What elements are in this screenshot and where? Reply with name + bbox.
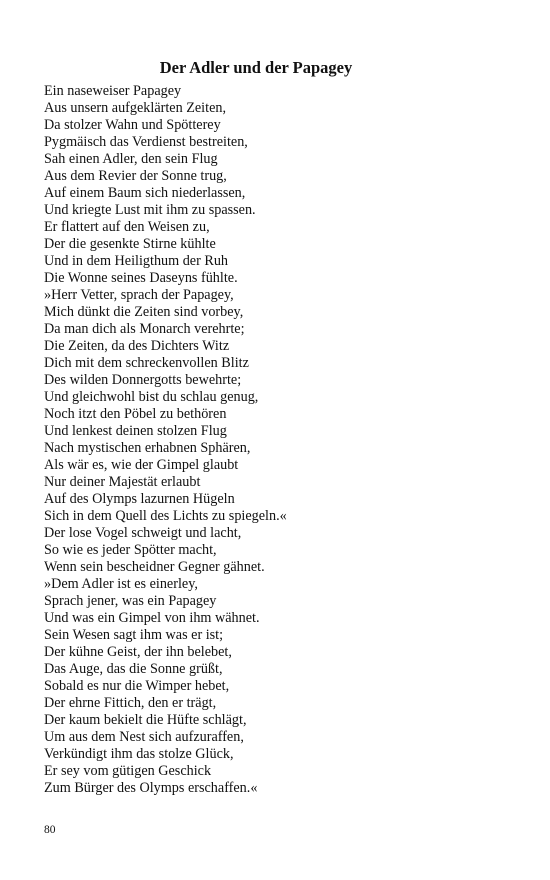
poem-line: Verkündigt ihm das stolze Glück, [44, 746, 234, 762]
poem-line: Sich in dem Quell des Lichts zu spiegeln.« [44, 508, 287, 524]
poem-line: Und was ein Gimpel von ihm wähnet. [44, 610, 260, 626]
poem-body [44, 83, 287, 797]
poem-title: Der Adler und der Papagey [159, 58, 353, 77]
poem-line: Der ehrne Fittich, den er trägt, [44, 695, 217, 711]
poem-line: Nach mystischen erhabnen Sphären, [44, 440, 251, 456]
poem-line: »Herr Vetter, sprach der Papagey, [44, 287, 234, 303]
poem-line: Der lose Vogel schweigt und lacht, [44, 525, 242, 541]
poem-line: Auf einem Baum sich niederlassen, [44, 185, 246, 201]
poem-line: Sobald es nur die Wimper hebet, [44, 678, 230, 694]
poem-line: Und kriegte Lust mit ihm zu spassen. [44, 202, 256, 218]
poem-line: Pygmäisch das Verdienst bestreiten, [44, 134, 248, 150]
page-number: 80 [44, 824, 56, 836]
poem-line: Wenn sein bescheidner Gegner gähnet. [44, 559, 265, 575]
poem-line: Sein Wesen sagt ihm was er ist; [44, 627, 224, 643]
poem-line: Und gleichwohl bist du schlau genug, [44, 389, 259, 405]
poem-line: Da man dich als Monarch verehrte; [44, 321, 245, 337]
poem-line: Noch itzt den Pöbel zu bethören [44, 406, 227, 422]
poem-line: Auf des Olymps lazurnen Hügeln [44, 491, 235, 507]
poem-line: Der kühne Geist, der ihn belebet, [44, 644, 232, 660]
poem-line: Und in dem Heiligthum der Ruh [44, 253, 229, 269]
poem-line: Die Wonne seines Daseyns fühlte. [44, 270, 238, 286]
poem-line: Ein naseweiser Papagey [44, 83, 182, 99]
poem-line: Da stolzer Wahn und Spötterey [44, 117, 221, 133]
poem-line: Des wilden Donnergotts bewehrte; [44, 372, 242, 388]
poem-line: Aus dem Revier der Sonne trug, [44, 168, 227, 184]
poem-line: Das Auge, das die Sonne grüßt, [44, 661, 223, 677]
poem-line: Der kaum bekielt die Hüfte schlägt, [44, 712, 247, 728]
poem-line: Er flattert auf den Weisen zu, [44, 219, 210, 235]
poem-line: Sah einen Adler, den sein Flug [44, 151, 218, 167]
poem-line: Um aus dem Nest sich aufzuraffen, [44, 729, 244, 745]
poem-line: Der die gesenkte Stirne kühlte [44, 236, 216, 252]
poem-line: Sprach jener, was ein Papagey [44, 593, 217, 609]
poem-line: Dich mit dem schreckenvollen Blitz [44, 355, 249, 371]
poem-line: Die Zeiten, da des Dichters Witz [44, 338, 230, 354]
poem-line: Nur deiner Majestät erlaubt [44, 474, 201, 490]
poem-line: So wie es jeder Spötter macht, [44, 542, 217, 558]
poem-line: Aus unsern aufgeklärten Zeiten, [44, 100, 227, 116]
poem-line: Und lenkest deinen stolzen Flug [44, 423, 227, 439]
poem-line: »Dem Adler ist es einerley, [44, 576, 198, 592]
poem-line: Zum Bürger des Olymps erschaffen.« [44, 780, 258, 796]
poem-line: Er sey vom gütigen Geschick [44, 763, 212, 779]
poem-line: Mich dünkt die Zeiten sind vorbey, [44, 304, 244, 320]
poem-line: Als wär es, wie der Gimpel glaubt [44, 457, 239, 473]
